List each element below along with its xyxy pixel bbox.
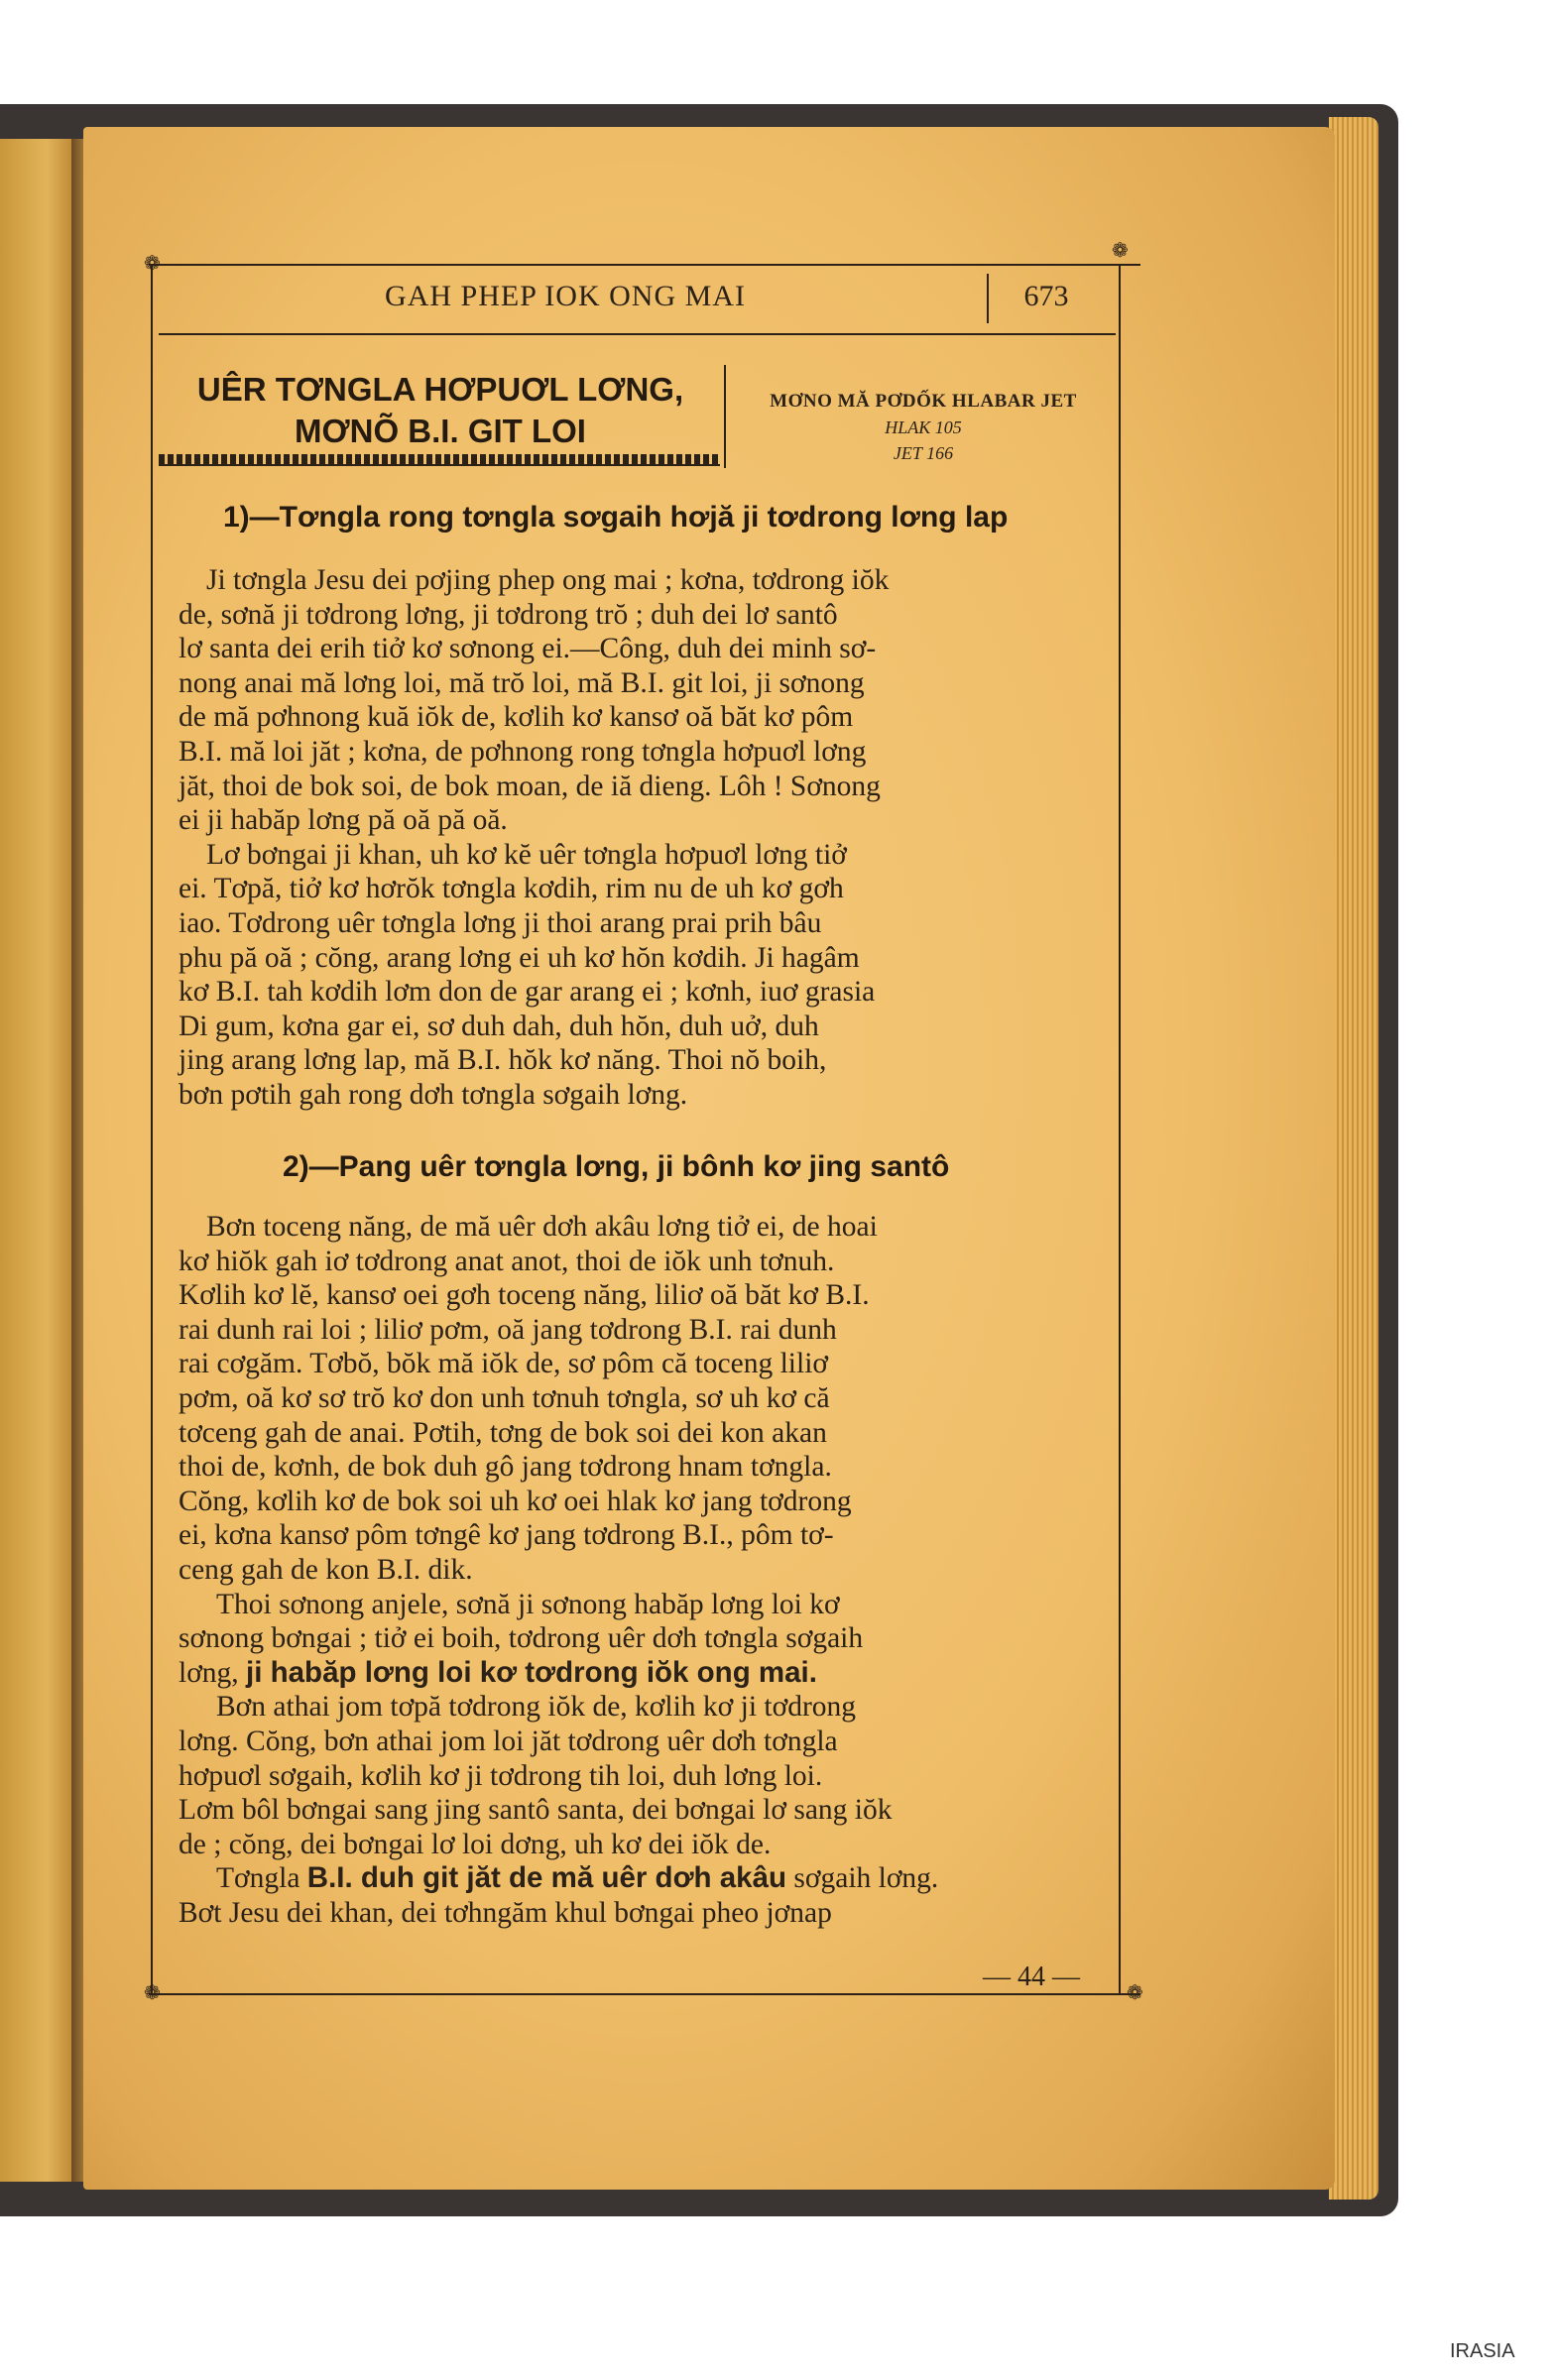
left-page-edge [0,139,77,2182]
text-line: de, sơnă ji tơdrong lơng, ji tơdrong trŏ ; duh dei lơ santô [179,598,838,631]
text-line: rai cơgăm. Tơbŏ, bŏk mă iŏk de, sơ pôm că toceng liliơ [179,1348,828,1380]
page-edges [1329,117,1378,2200]
section1-body [179,563,1121,1113]
text-line: tơceng gah de anai. Pơtih, tơng de bok soi dei kon akan [179,1416,827,1449]
text-line: Lơm bôl bơngai sang jing santô santa, dei bơngai lơ sang iŏk [179,1794,893,1827]
text-line: ei, kơna kansơ pôm tơngê kơ jang tơdrong B.I., pôm tơ- [179,1519,834,1552]
corner-ornament-icon: ❁ [1112,240,1129,262]
chapter-title-line1: UÊR TƠNGLA HƠPUƠL LƠNG, [196,371,684,408]
text-fragment: sơgaih lơng. [786,1862,939,1895]
running-head: GAH PHEP IOK ONG MAI [385,280,746,312]
text-line: lơng. Cŏng, bơn athai jom loi jăt tơdrong uêr dơh tơngla [179,1725,838,1757]
section2-heading: 2)—Pang uêr tơngla lơng, ji bônh kơ jing santô [283,1150,950,1183]
chapter-title [159,369,722,452]
text-fragment: lơng, [179,1656,247,1689]
reference-box [730,389,1117,466]
section2-body [179,1210,1121,1930]
reference-sub1: HLAK 105 [885,417,962,437]
reference-main: MƠNO MĂ PƠDỐK HLABAR JET [770,391,1077,412]
text-line: Lơ bơngai ji khan, uh kơ kĕ uêr tơngla hơpuơl lơng tiở [206,838,847,871]
text-line: phu pă oă ; cŏng, arang lơng ei uh kơ hŏn kơdih. Ji hagâm [179,941,860,974]
reference-sub2: JET 166 [893,443,954,463]
text-line [179,1861,1121,1896]
text-line: kơ B.I. tah kơdih lơm don de gar arang ei ; kơnh, iuơ grasia [179,976,876,1009]
frame-left-rule [151,264,153,1993]
bold-phrase: B.I. duh git jăt de mă uêr dơh akâu [306,1861,787,1895]
header-rule [159,333,1116,335]
title-divider [724,365,726,468]
text-line: Cŏng, kơlih kơ de bok soi uh kơ oei hlak kơ jang tơdrong [179,1485,852,1517]
watermark: IRASIA [1450,2340,1515,2362]
text-line [179,1656,1121,1691]
text-line: iao. Tơdrong uêr tơngla lơng ji thoi arang prai prih bâu [179,906,822,939]
frame-top-rule [149,264,1140,266]
text-line: B.I. mă loi jăt ; kơna, de pơhnong rong tơngla hơpuơl lơng [179,735,867,768]
text-line: de mă pơhnong kuă iŏk de, kơlih kơ kansơ oă băt kơ pôm [179,701,854,734]
text-line: lơ santa dei erih tiở kơ sơnong ei.—Công, duh dei minh sơ- [179,633,877,665]
section1-heading: 1)—Tơngla rong tơngla sơgaih hơjă ji tơdrong lơng lap [223,501,1009,534]
text-line: pơm, oă kơ sơ trŏ kơ don unh tơnuh tơngla, sơ uh kơ că [179,1381,830,1414]
frame-bottom-rule [149,1993,1140,1995]
bold-phrase: ji habăp lơng loi kơ tơdrong iŏk ong mai. [246,1655,817,1689]
text-line: Thoi sơnong anjele, sơnă ji sơnong habăp lơng loi kơ [216,1588,840,1620]
text-line: thoi de, kơnh, de bok duh gô jang tơdrong hnam tơngla. [179,1451,832,1484]
page-number: 673 [1023,280,1069,312]
text-line: Bơt Jesu dei khan, dei tơhngăm khul bơngai pheo jơnap [179,1896,832,1929]
text-line: kơ hiŏk gah iơ tơdrong anat anot, thoi de iŏk unh tơnuh. [179,1245,835,1277]
text-line: Kơlih kơ lĕ, kansơ oei gơh toceng năng, liliơ oă băt kơ B.I. [179,1279,870,1312]
text-line: Bơn toceng năng, de mă uêr dơh akâu lơng tiở ei, de hoai [206,1211,878,1243]
text-line: nong anai mă lơng loi, mă trŏ loi, mă B.I. git loi, ji sơnong [179,666,865,699]
text-line: rai dunh rai loi ; liliơ pơm, oă jang tơdrong B.I. rai dunh [179,1313,837,1346]
chapter-title-line2: MƠNÕ B.I. GIT LOI [295,413,586,449]
text-line: jing arang lơng lap, mă B.I. hŏk kơ năng. Thoi nŏ boih, [179,1044,827,1077]
text-line: de ; cŏng, dei bơngai lơ loi dơng, uh kơ dei iŏk de. [179,1828,772,1860]
text-line: sơnong bơngai ; tiở ei boih, tơdrong uêr dơh tơngla sơgaih [179,1622,864,1655]
title-ornamental-rule [159,454,720,466]
corner-ornament-icon: ❁ [1127,1982,1143,2004]
text-line: hơpuơl sơgaih, kơlih kơ ji tơdrong tih loi, duh lơng loi. [179,1759,823,1792]
corner-ornament-icon: ❁ [144,253,161,275]
text-fragment: Tơngla [216,1862,307,1895]
text-line: bơn pơtih gah rong dơh tơngla sơgaih lơng. [179,1078,688,1111]
folio-number: — 44 — [983,1962,1080,1992]
text-line: ceng gah de kon B.I. dik. [179,1553,473,1586]
header-divider [987,274,989,323]
text-line: jăt, thoi de bok soi, de bok moan, de iă dieng. Lôh ! Sơnong [179,770,881,802]
text-line: Ji tơngla Jesu dei pơjing phep ong mai ; kơna, tơdrong iŏk [206,564,890,596]
corner-ornament-icon: ❁ [144,1982,161,2004]
text-line: Di gum, kơna gar ei, sơ duh dah, duh hŏn, duh uở, duh [179,1010,819,1042]
text-line: ei. Tơpă, tiở kơ hơrŏk tơngla kơdih, rim nu de uh kơ gơh [179,873,844,905]
text-line: Bơn athai jom tơpă tơdrong iŏk de, kơlih kơ ji tơdrong [216,1691,857,1724]
text-line: ei ji habăp lơng pă oă pă oă. [179,804,508,837]
